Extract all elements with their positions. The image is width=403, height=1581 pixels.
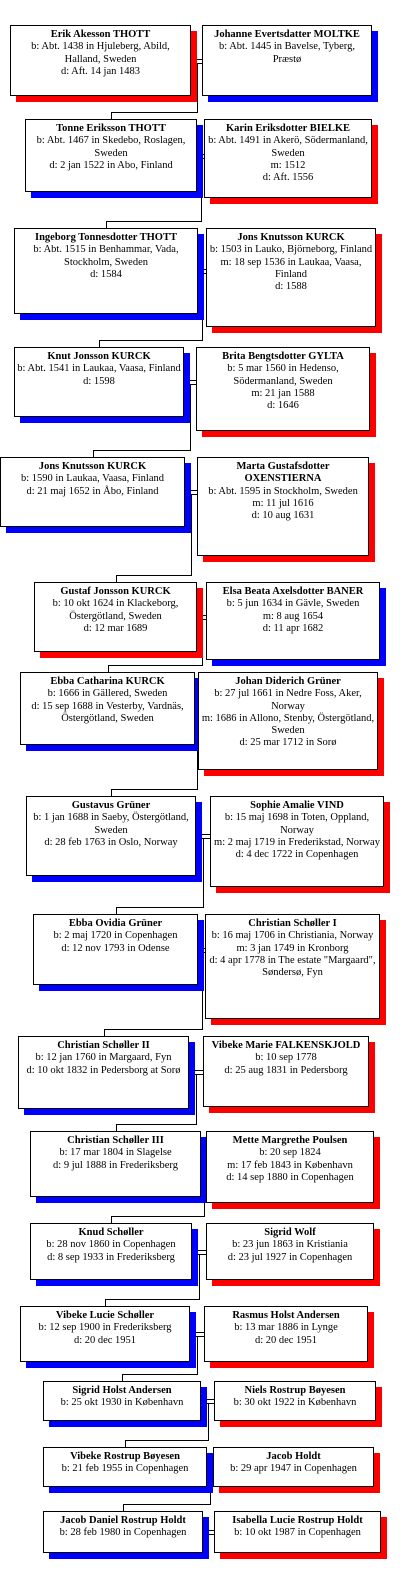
descent-line <box>116 1124 117 1131</box>
person-detail: d: 20 dec 1951 <box>254 1334 318 1346</box>
marriage-line <box>185 490 197 491</box>
person-box-left <box>25 119 197 192</box>
person-detail: d: 1646 <box>267 400 299 412</box>
marriage-line <box>184 380 196 381</box>
person-detail: m: 21 jan 1588 <box>251 387 315 399</box>
person-detail: d: 11 apr 1682 <box>262 622 324 634</box>
person-detail: b: 17 mar 1804 in Slagelse <box>59 1147 172 1159</box>
person-name: Jons Knutsson KURCK <box>38 461 147 472</box>
person-box-left <box>20 1306 190 1362</box>
person-name: Sigrid Holst Andersen <box>72 1385 172 1396</box>
person-box-left <box>14 347 184 417</box>
marriage-line <box>198 269 206 270</box>
person-detail: d: 10 okt 1832 in Pedersborg at Sorø <box>26 1064 181 1076</box>
person-detail: b: 5 mar 1560 in Hedenso, Södermanland, Sweden <box>227 363 339 387</box>
person-name: Christian Schøller I <box>248 918 337 929</box>
person-detail: b: 15 maj 1698 in Toten, Oppland, Norway <box>224 812 370 836</box>
person-detail: b: 10 okt 1624 in Klackeborg, Östergötland, Sweden <box>52 598 179 622</box>
person-detail: d: 25 aug 1831 in Pedersborg <box>224 1064 348 1076</box>
person-name: Erik Akesson THOTT <box>50 29 151 40</box>
person-detail: b: Abt. 1515 in Benhammar, Vada, Stockholm, Sweden <box>33 244 179 268</box>
person-detail: b: 27 jul 1661 in Nedre Foss, Aker, Norway <box>214 688 362 712</box>
person-name: Christian Schøller II <box>57 1040 150 1051</box>
person-name: Elsa Beata Axelsdotter BANER <box>222 586 364 597</box>
person-name: Knut Jonsson KURCK <box>47 351 151 362</box>
person-detail: d: 9 jul 1888 in Frederiksberg <box>53 1159 178 1171</box>
marriage-line <box>198 948 205 949</box>
person-detail: b: 1 jan 1688 in Saeby, Östergötland, Sweden <box>33 812 189 836</box>
person-box-left <box>20 672 195 745</box>
descent-line <box>111 1216 112 1223</box>
person-name: Ingeborg Tonnesdotter THOTT <box>35 232 177 243</box>
marriage-line <box>203 1530 214 1531</box>
descent-line <box>106 221 202 222</box>
descent-line <box>199 1254 200 1299</box>
person-box-left <box>0 457 185 527</box>
person-box-left <box>33 914 198 985</box>
person-detail: b: 1666 in Gällered, Sweden <box>47 688 168 700</box>
person-name: Isabella Lucie Rostrup Holdt <box>232 1515 363 1526</box>
marriage-line <box>201 1399 214 1400</box>
person-detail: b: 21 feb 1955 in Copenhagen <box>61 1463 189 1475</box>
descent-line <box>197 63 198 112</box>
person-detail: d: 4 apr 1778 in The estate "Margaard", Søndersø, Fyn <box>209 954 376 979</box>
person-detail: d: 12 mar 1689 <box>83 622 148 634</box>
marriage-line <box>191 59 202 60</box>
person-name: Jacob Holdt <box>266 1451 321 1462</box>
person-detail: d: 14 sep 1880 in Copenhagen <box>226 1171 354 1183</box>
descent-line <box>111 112 112 119</box>
descent-line <box>111 789 112 796</box>
person-name: Vibeke Lucie Schøller <box>55 1310 155 1321</box>
person-name: Sigrid Wolf <box>264 1227 316 1238</box>
person-detail: d: 10 aug 1631 <box>251 510 315 522</box>
descent-line <box>190 384 191 450</box>
person-box-right <box>203 1036 369 1107</box>
person-name: Niels Rostrup Bøyesen <box>244 1385 346 1396</box>
person-box-right <box>210 796 384 887</box>
person-name: Sophie Amalie VIND <box>250 800 344 811</box>
person-detail: b: 12 jan 1760 in Margaard, Fyn <box>35 1052 172 1064</box>
descent-line <box>108 665 203 666</box>
descent-line <box>111 1216 205 1217</box>
descent-line <box>202 619 203 665</box>
person-detail: d: 8 sep 1933 in Frederiksberg <box>47 1251 175 1263</box>
person-name: Jacob Daniel Rostrup Holdt <box>60 1515 186 1526</box>
descent-line <box>105 1299 106 1306</box>
person-name: Johan Diderich Grüner <box>235 676 341 687</box>
person-box-left <box>30 1223 192 1280</box>
person-detail: b: 25 okt 1930 in København <box>60 1397 184 1409</box>
descent-line <box>108 665 109 672</box>
person-name: Mette Margrethe Poulsen <box>232 1135 348 1146</box>
person-box-left <box>26 796 196 876</box>
person-detail: b: 20 sep 1824 <box>259 1147 321 1159</box>
person-box-right <box>202 25 372 96</box>
person-box-right <box>205 914 380 1019</box>
person-box-left <box>10 25 191 96</box>
descent-line <box>210 1469 211 1504</box>
descent-line <box>104 1029 203 1030</box>
person-detail: d: 12 nov 1793 in Odense <box>61 942 170 954</box>
person-name: Johanne Evertsdatter MOLTKE <box>214 29 360 40</box>
person-detail: m: 17 feb 1843 in København <box>227 1159 353 1171</box>
person-box-right <box>204 1306 368 1362</box>
person-box-left <box>30 1131 201 1197</box>
person-name: Ebba Catharina KURCK <box>50 676 165 687</box>
person-name: Gustavus Grüner <box>71 800 151 811</box>
person-box-right <box>204 119 372 198</box>
person-box-left <box>43 1511 203 1553</box>
descent-line <box>125 1440 209 1441</box>
marriage-line <box>196 834 210 835</box>
person-box-right <box>214 1381 376 1421</box>
person-detail: d: 21 maj 1652 in Åbo, Finland <box>26 485 159 497</box>
person-detail: b: 10 okt 1987 in Copenhagen <box>234 1527 361 1539</box>
person-detail: d: 1584 <box>90 268 122 280</box>
person-detail: m: 8 aug 1654 <box>262 610 324 622</box>
person-box-right <box>198 672 378 770</box>
descent-line <box>93 450 94 457</box>
person-detail: d: 28 feb 1763 in Oslo, Norway <box>44 836 178 848</box>
descent-line <box>111 112 198 113</box>
marriage-line <box>189 1070 203 1071</box>
person-detail: b: 28 nov 1860 in Copenhagen <box>46 1239 176 1251</box>
descent-line <box>203 838 204 907</box>
descent-line <box>116 575 117 582</box>
descent-line <box>201 158 202 221</box>
person-detail: m: 1686 in Allono, Stenby, Östergötland, Sweden <box>201 712 375 737</box>
marriage-line <box>197 154 204 155</box>
person-name: Christian Schøller III <box>67 1135 164 1146</box>
person-detail: b: 30 okt 1922 in København <box>233 1397 357 1409</box>
descent-line <box>99 340 203 341</box>
person-box-right <box>196 347 370 431</box>
person-detail: m: 11 jul 1616 <box>252 497 314 509</box>
person-box-left <box>43 1447 207 1487</box>
marriage-line <box>192 1250 206 1251</box>
marriage-line <box>197 615 206 616</box>
person-detail: m: 18 sep 1536 in Laukaa, Vaasa, Finland <box>220 256 362 280</box>
person-name: Ebba Ovidia Grüner <box>68 918 163 929</box>
person-detail: d: 23 jul 1927 in Copenhagen <box>227 1251 353 1263</box>
person-box-right <box>197 457 369 556</box>
person-detail: b: 1503 in Lauko, Björneborg, Finland <box>209 244 373 256</box>
person-name: Brita Bengtsdotter GYLTA <box>222 351 344 362</box>
descent-line <box>106 221 107 228</box>
marriage-line <box>203 1534 214 1535</box>
person-box-right <box>206 1223 374 1280</box>
person-name: Karin Eriksdotter BIELKE <box>225 123 351 134</box>
descent-line <box>202 273 203 340</box>
person-detail: d: 1598 <box>83 375 115 387</box>
person-name: Marta Gustafsdotter OXENSTIERNA <box>236 461 330 485</box>
person-detail: b: Abt. 1491 in Akerö, Södermanland, Sweden <box>208 135 368 159</box>
person-name: Gustaf Jonsson KURCK <box>60 586 171 597</box>
person-detail: m: 1512 <box>270 159 306 171</box>
descent-line <box>105 1299 200 1300</box>
person-name: Jons Knutsson KURCK <box>237 232 345 243</box>
person-box-right <box>214 1511 381 1553</box>
person-name: Knud Schøller <box>78 1227 144 1238</box>
person-name: Tonne Eriksson THOTT <box>56 123 166 134</box>
person-detail: b: Abt. 1467 in Skedebo, Roslagen, Sweden <box>36 135 186 159</box>
person-box-right <box>206 1131 374 1203</box>
descent-line <box>116 575 192 576</box>
person-detail: b: Abt. 1445 in Bavelse, Tyberg, Præstø <box>219 41 355 65</box>
person-box-right <box>213 1447 374 1487</box>
person-detail: b: Abt. 1438 in Hjuleberg, Abild, Halland, Sweden <box>31 41 170 65</box>
descent-line <box>196 1074 197 1124</box>
person-detail: d: 4 dec 1722 in Copenhagen <box>235 849 359 861</box>
person-detail: b: 12 sep 1900 in Frederiksberg <box>38 1322 172 1334</box>
descent-line <box>93 450 191 451</box>
descent-line <box>104 1029 105 1036</box>
person-box-left <box>34 582 197 652</box>
person-detail: d: Aft. 1556 <box>262 172 314 184</box>
person-detail: m: 2 maj 1719 in Frederikstad, Norway <box>214 836 380 848</box>
person-detail: b: 5 jun 1634 in Gävle, Sweden <box>226 598 360 610</box>
person-box-right <box>206 582 380 660</box>
person-box-left <box>14 228 198 314</box>
person-detail: b: 23 jun 1863 in Kristiania <box>232 1239 348 1251</box>
descent-line <box>122 1374 123 1381</box>
person-detail: b: 13 mar 1886 in Lynge <box>234 1322 338 1334</box>
person-detail: d: 2 jan 1522 in Abo, Finland <box>49 159 173 171</box>
person-detail: m: 3 jan 1749 in Kronborg <box>236 942 349 954</box>
person-detail: b: 29 apr 1947 in Copenhagen <box>230 1463 357 1475</box>
descent-line <box>204 1166 205 1216</box>
descent-line <box>122 1374 198 1375</box>
descent-line <box>123 1504 211 1505</box>
descent-line <box>125 1440 126 1447</box>
descent-line <box>202 952 203 1029</box>
person-box-left <box>43 1381 201 1421</box>
descent-line <box>191 494 192 575</box>
person-detail: d: Aft. 14 jan 1483 <box>60 65 141 77</box>
person-detail: b: 28 feb 1980 in Copenhagen <box>59 1527 187 1539</box>
descent-line <box>99 340 100 347</box>
person-detail: b: 10 sep 1778 <box>255 1052 317 1064</box>
person-name: Vibeke Marie FALKENSKJOLD <box>211 1040 361 1051</box>
descent-line <box>123 1504 124 1511</box>
person-detail: b: 1590 in Laukaa, Vaasa, Finland <box>21 473 164 485</box>
descent-line <box>197 1336 198 1374</box>
person-detail: b: Abt. 1541 in Laukaa, Vaasa, Finland <box>17 363 181 375</box>
descent-line <box>116 1124 197 1125</box>
marriage-line <box>190 1332 204 1333</box>
descent-line <box>116 907 204 908</box>
person-name: Vibeke Rostrup Bøyesen <box>70 1451 180 1462</box>
person-box-right <box>206 228 376 327</box>
person-detail: d: 25 mar 1712 in Sorø <box>239 737 337 749</box>
person-detail: d: 1588 <box>275 281 307 293</box>
person-name: Rasmus Holst Andersen <box>232 1310 340 1321</box>
person-detail: b: 16 maj 1706 in Christiania, Norway <box>211 930 374 942</box>
descent-line <box>111 789 198 790</box>
descent-line <box>116 907 117 914</box>
person-detail: d: 20 dec 1951 <box>73 1334 137 1346</box>
descent-line <box>208 1403 209 1440</box>
person-detail: b: 2 maj 1720 in Copenhagen <box>53 930 178 942</box>
person-detail: d: 15 sep 1688 in Vesterby, Vardnäs, Östergötland, Sweden <box>31 700 184 724</box>
person-box-left <box>18 1036 189 1109</box>
person-detail: b: Abt. 1595 in Stockholm, Sweden <box>208 485 358 497</box>
